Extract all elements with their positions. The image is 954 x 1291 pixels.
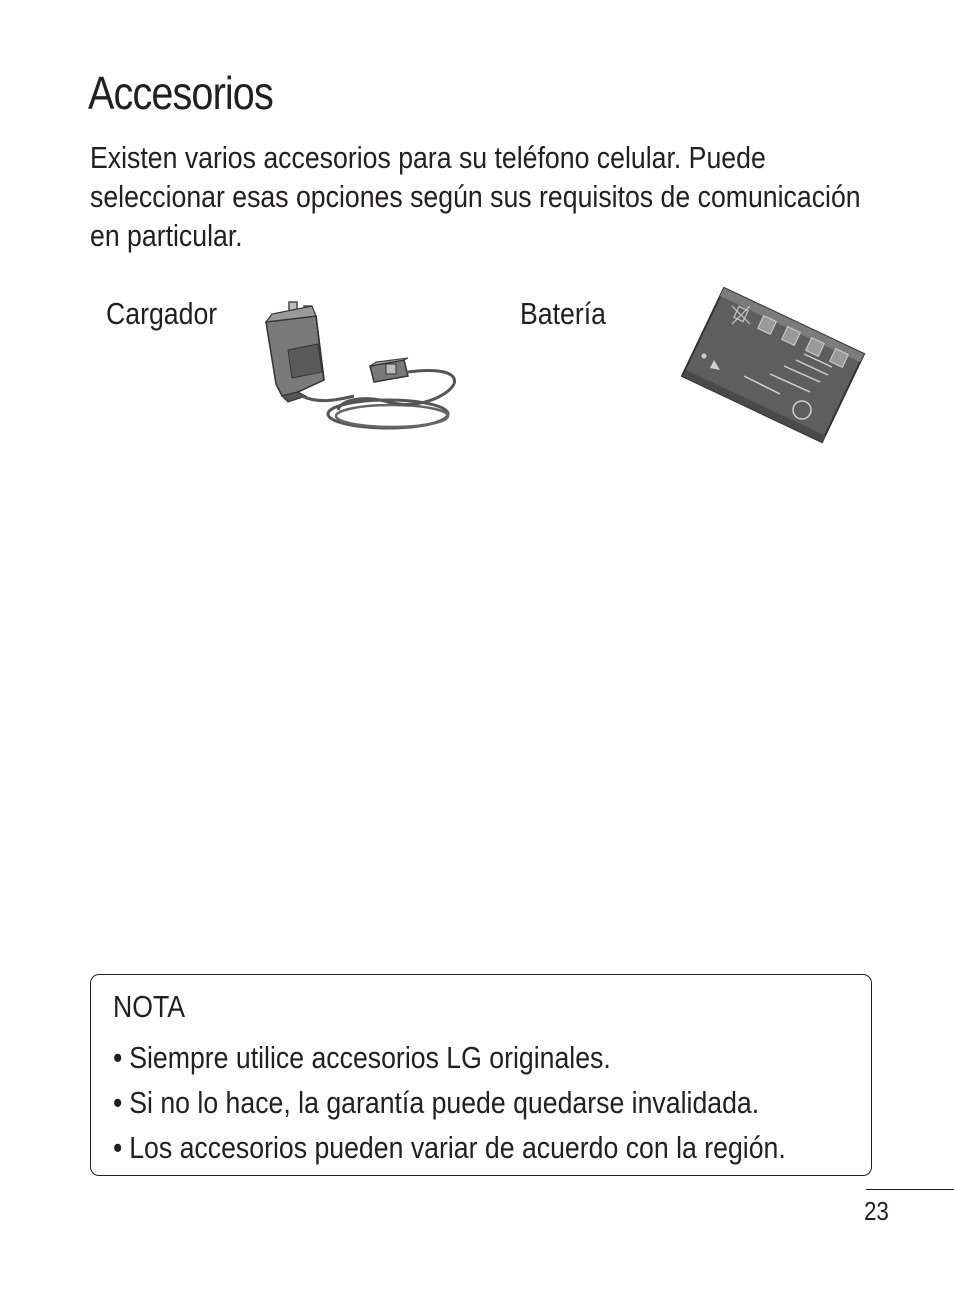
note-item — [113, 1125, 853, 1170]
bullet-icon: • — [113, 1130, 123, 1165]
note-item-text: Si no lo hace, la garantía puede quedarse invalidada. — [129, 1085, 760, 1120]
page-number: 23 — [864, 1196, 889, 1226]
note-title: NOTA — [113, 989, 186, 1024]
note-list — [113, 1035, 853, 1170]
note-box — [90, 974, 872, 1176]
charger-icon — [258, 292, 468, 442]
charger-label: Cargador — [106, 296, 218, 331]
footer-rule — [866, 1189, 954, 1190]
bullet-icon: • — [113, 1085, 123, 1120]
note-item-text: Siempre utilice accesorios LG originales. — [129, 1040, 611, 1075]
note-item — [113, 1080, 853, 1125]
page-title: Accesorios — [88, 67, 273, 119]
battery-label: Batería — [520, 296, 606, 331]
note-item-text: Los accesorios pueden variar de acuerdo con la región. — [129, 1130, 786, 1165]
intro-paragraph: Existen varios accesorios para su teléfono celular. Puede seleccionar esas opciones según sus requisitos de comunicación en particular. — [90, 140, 861, 253]
bullet-icon: • — [113, 1040, 123, 1075]
note-item — [113, 1035, 853, 1080]
battery-icon — [680, 286, 868, 444]
